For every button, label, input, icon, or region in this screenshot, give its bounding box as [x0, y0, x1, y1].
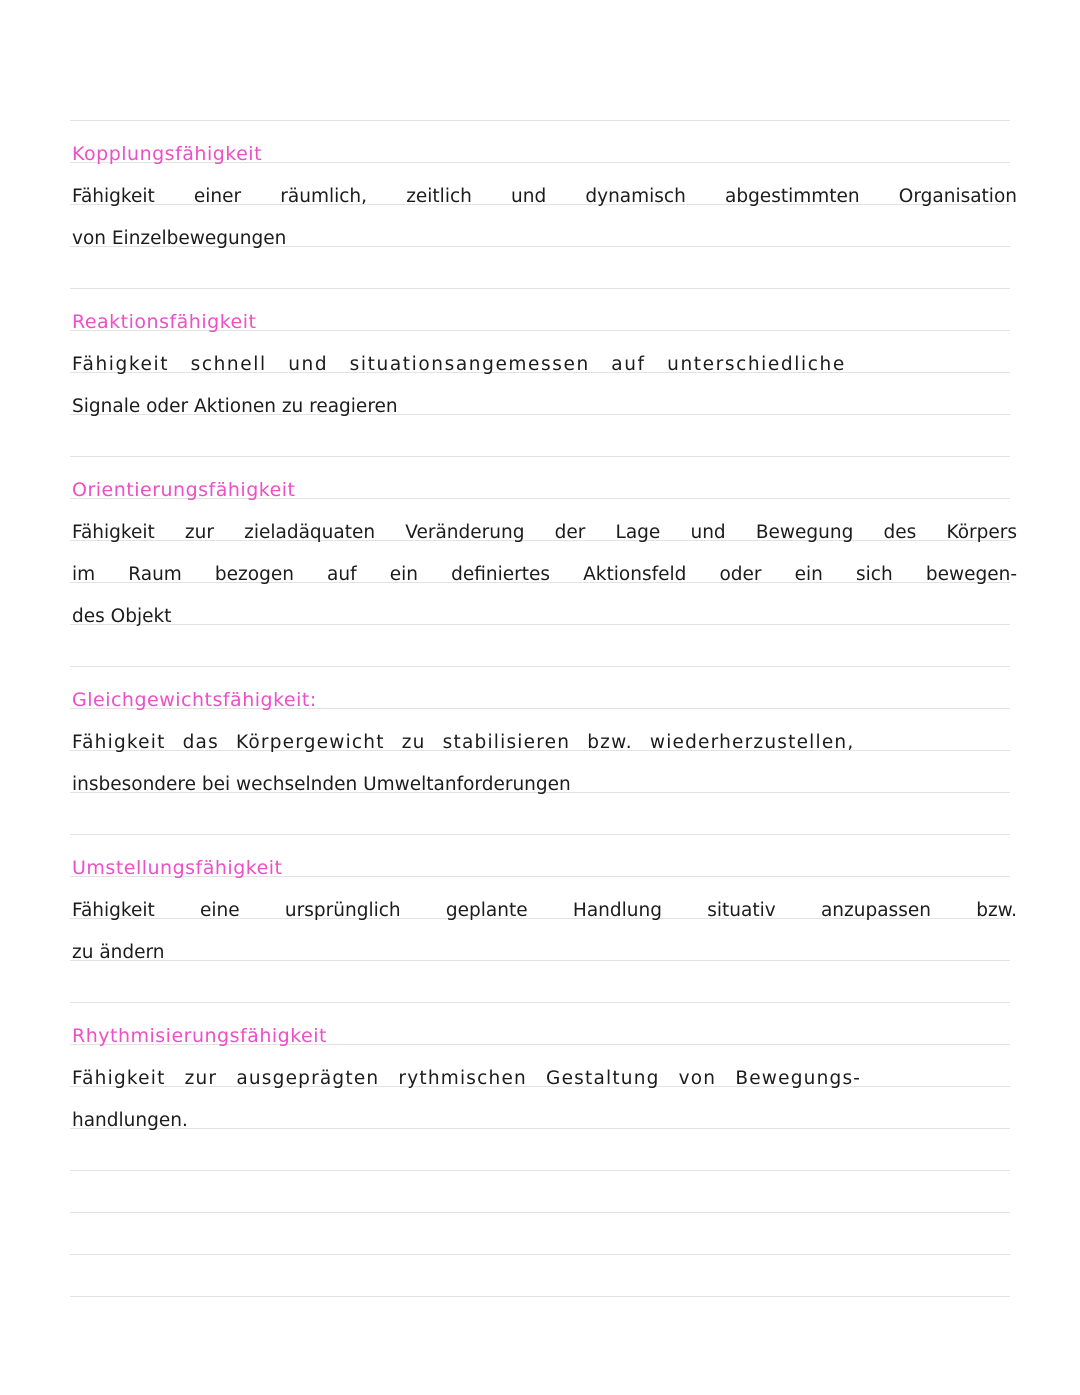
ruled-line	[70, 1212, 1010, 1213]
definition-line: handlungen.	[72, 1110, 188, 1131]
definition-line: von Einzelbewegungen	[72, 228, 287, 249]
definition-line: im Raum bezogen auf ein definiertes Aktionsfeld oder ein sich bewegen-	[72, 564, 1017, 585]
definition-line: Fähigkeit eine ursprünglich geplante Handlung situativ anzupassen bzw.	[72, 900, 1017, 921]
definition-line: Fähigkeit zur ausgeprägten rythmischen Gestaltung von Bewegungs-	[72, 1068, 862, 1089]
definition-line: Fähigkeit zur zieladäquaten Veränderung der Lage und Bewegung des Körpers	[72, 522, 1017, 543]
definition-line: Signale oder Aktionen zu reagieren	[72, 396, 398, 417]
definition-line: Fähigkeit das Körpergewicht zu stabilisieren bzw. wiederherzustellen,	[72, 732, 855, 753]
definition-line: Fähigkeit einer räumlich, zeitlich und dynamisch abgestimmten Organisation	[72, 186, 1017, 207]
ruled-line	[70, 666, 1010, 667]
section-heading-umstellungsfaehigkeit: Umstellungsfähigkeit	[72, 857, 283, 879]
section-heading-rhythmisierungsfaehigkeit: Rhythmisierungsfähigkeit	[72, 1025, 327, 1047]
definition-line: Fähigkeit schnell und situationsangemessen auf unterschiedliche	[72, 354, 846, 375]
ruled-line	[70, 834, 1010, 835]
definition-line: zu ändern	[72, 942, 165, 963]
section-heading-gleichgewichtsfaehigkeit: Gleichgewichtsfähigkeit:	[72, 689, 317, 711]
ruled-line	[70, 120, 1010, 121]
definition-line: insbesondere bei wechselnden Umweltanforderungen	[72, 774, 571, 795]
ruled-line	[70, 1002, 1010, 1003]
ruled-line	[70, 456, 1010, 457]
section-heading-reaktionsfaehigkeit: Reaktionsfähigkeit	[72, 311, 257, 333]
ruled-line	[70, 1254, 1010, 1255]
ruled-line	[70, 1170, 1010, 1171]
section-heading-kopplungsfaehigkeit: Kopplungsfähigkeit	[72, 143, 263, 165]
definition-line: des Objekt	[72, 606, 172, 627]
ruled-line	[70, 1128, 1010, 1129]
section-heading-orientierungsfaehigkeit: Orientierungsfähigkeit	[72, 479, 296, 501]
ruled-line	[70, 288, 1010, 289]
ruled-line	[70, 1296, 1010, 1297]
ruled-line	[70, 624, 1010, 625]
ruled-line	[70, 960, 1010, 961]
